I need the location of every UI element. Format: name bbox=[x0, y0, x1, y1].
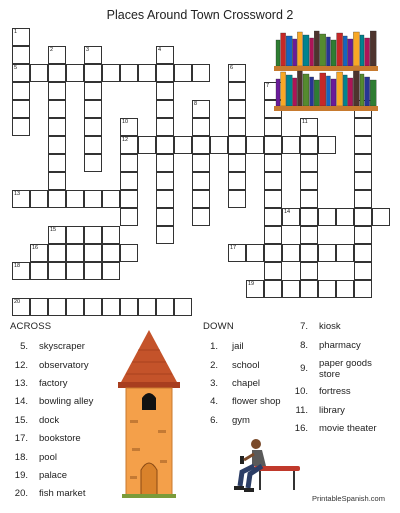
grid-clue-number: 8 bbox=[194, 101, 198, 107]
grid-cell[interactable] bbox=[48, 172, 66, 190]
book-spine bbox=[353, 71, 359, 106]
book-spine bbox=[286, 75, 292, 106]
grid-clue-number: 12 bbox=[122, 137, 129, 143]
grid-cell[interactable] bbox=[102, 298, 120, 316]
grid-cell[interactable] bbox=[318, 208, 336, 226]
grid-cell[interactable] bbox=[336, 208, 354, 226]
grid-cell[interactable] bbox=[48, 82, 66, 100]
grid-cell[interactable] bbox=[228, 190, 246, 208]
page-title: Places Around Town Crossword 2 bbox=[106, 8, 294, 22]
grid-cell[interactable] bbox=[12, 82, 30, 100]
down-heading: DOWN bbox=[203, 321, 234, 332]
grid-cell[interactable] bbox=[372, 208, 390, 226]
grid-cell[interactable] bbox=[66, 298, 84, 316]
book-spine bbox=[297, 71, 302, 106]
grid-cell[interactable] bbox=[174, 136, 192, 154]
grid-cell[interactable] bbox=[228, 136, 246, 154]
grid-clue-number: 7 bbox=[266, 83, 270, 89]
grid-clue-number: 17 bbox=[230, 245, 237, 251]
book-spine bbox=[281, 72, 286, 106]
book-spine bbox=[370, 31, 376, 66]
grid-cell[interactable] bbox=[84, 190, 102, 208]
grid-cell[interactable] bbox=[66, 244, 84, 262]
book-spine bbox=[337, 72, 343, 106]
grid-cell[interactable] bbox=[48, 64, 66, 82]
book-spine bbox=[353, 32, 359, 66]
grid-cell[interactable] bbox=[84, 298, 102, 316]
grid-cell[interactable] bbox=[282, 280, 300, 298]
grid-cell[interactable] bbox=[102, 64, 120, 82]
grid-cell[interactable] bbox=[30, 190, 48, 208]
grid-clue-number: 3 bbox=[86, 47, 90, 53]
grid-cell[interactable] bbox=[336, 244, 354, 262]
grid-cell[interactable] bbox=[354, 136, 372, 154]
grid-cell[interactable] bbox=[264, 208, 282, 226]
book-spine bbox=[303, 35, 309, 66]
grid-cell[interactable] bbox=[228, 172, 246, 190]
grid-cell[interactable] bbox=[354, 118, 372, 136]
grid-cell[interactable] bbox=[156, 82, 174, 100]
grid-cell[interactable] bbox=[228, 82, 246, 100]
grid-cell[interactable] bbox=[120, 154, 138, 172]
book-spine bbox=[343, 75, 347, 106]
grid-cell[interactable] bbox=[300, 244, 318, 262]
book-spine bbox=[303, 74, 309, 106]
book-spine bbox=[276, 40, 280, 66]
grid-cell[interactable] bbox=[192, 64, 210, 82]
grid-cell[interactable] bbox=[102, 226, 120, 244]
grid-cell[interactable] bbox=[318, 244, 336, 262]
grid-cell[interactable] bbox=[30, 262, 48, 280]
grid-cell[interactable] bbox=[66, 262, 84, 280]
grid-cell[interactable] bbox=[48, 118, 66, 136]
grid-cell[interactable] bbox=[156, 154, 174, 172]
grid-cell[interactable] bbox=[66, 64, 84, 82]
grid-cell[interactable] bbox=[300, 208, 318, 226]
grid-clue-number: 4 bbox=[158, 47, 162, 53]
grid-cell[interactable] bbox=[282, 244, 300, 262]
grid-cell[interactable] bbox=[138, 298, 156, 316]
grid-cell[interactable] bbox=[192, 208, 210, 226]
grid-cell[interactable] bbox=[84, 64, 102, 82]
grid-cell[interactable] bbox=[246, 136, 264, 154]
grid-cell[interactable] bbox=[48, 262, 66, 280]
grid-cell[interactable] bbox=[48, 100, 66, 118]
book-spine bbox=[310, 38, 314, 66]
grid-cell[interactable] bbox=[156, 136, 174, 154]
grid-cell[interactable] bbox=[318, 280, 336, 298]
grid-cell[interactable] bbox=[48, 190, 66, 208]
grid-cell[interactable] bbox=[48, 298, 66, 316]
grid-cell[interactable] bbox=[264, 262, 282, 280]
grid-cell[interactable] bbox=[120, 190, 138, 208]
grid-cell[interactable] bbox=[354, 262, 372, 280]
grid-cell[interactable] bbox=[48, 136, 66, 154]
grid-cell[interactable] bbox=[84, 82, 102, 100]
book-spine bbox=[337, 33, 343, 66]
grid-clue-number: 5 bbox=[14, 65, 18, 71]
grid-cell[interactable] bbox=[12, 100, 30, 118]
book-spine bbox=[276, 79, 280, 106]
book-spine bbox=[348, 39, 353, 66]
grid-cell[interactable] bbox=[48, 154, 66, 172]
book-spine bbox=[331, 40, 336, 66]
grid-cell[interactable] bbox=[84, 136, 102, 154]
grid-cell[interactable] bbox=[120, 172, 138, 190]
grid-cell[interactable] bbox=[156, 100, 174, 118]
book-spine bbox=[286, 36, 292, 66]
grid-cell[interactable] bbox=[354, 190, 372, 208]
grid-cell[interactable] bbox=[192, 154, 210, 172]
grid-cell[interactable] bbox=[264, 118, 282, 136]
grid-cell[interactable] bbox=[156, 172, 174, 190]
grid-clue-number: 15 bbox=[50, 227, 57, 233]
grid-cell[interactable] bbox=[12, 118, 30, 136]
grid-cell[interactable] bbox=[174, 298, 192, 316]
grid-cell[interactable] bbox=[264, 172, 282, 190]
grid-cell[interactable] bbox=[84, 262, 102, 280]
grid-clue-number: 18 bbox=[14, 263, 21, 269]
grid-cell[interactable] bbox=[354, 154, 372, 172]
grid-cell[interactable] bbox=[264, 226, 282, 244]
grid-cell[interactable] bbox=[84, 154, 102, 172]
grid-cell[interactable] bbox=[192, 172, 210, 190]
grid-cell[interactable] bbox=[156, 226, 174, 244]
grid-clue-number: 16 bbox=[32, 245, 39, 251]
grid-cell[interactable] bbox=[30, 298, 48, 316]
book-spine bbox=[281, 33, 286, 66]
grid-cell[interactable] bbox=[228, 154, 246, 172]
grid-cell[interactable] bbox=[48, 244, 66, 262]
grid-cell[interactable] bbox=[66, 190, 84, 208]
grid-cell[interactable] bbox=[102, 190, 120, 208]
book-spine bbox=[370, 80, 376, 106]
book-spine bbox=[326, 37, 330, 66]
bookshelf-image bbox=[272, 26, 380, 112]
grid-cell[interactable] bbox=[264, 136, 282, 154]
grid-cell[interactable] bbox=[156, 64, 174, 82]
grid-cell[interactable] bbox=[138, 64, 156, 82]
grid-cell[interactable] bbox=[30, 64, 48, 82]
grid-clue-number: 19 bbox=[248, 281, 255, 287]
grid-cell[interactable] bbox=[318, 136, 336, 154]
grid-cell[interactable] bbox=[300, 226, 318, 244]
grid-cell[interactable] bbox=[210, 136, 228, 154]
grid-cell[interactable] bbox=[102, 244, 120, 262]
book-spine bbox=[314, 80, 319, 106]
gym-bench-image bbox=[226, 438, 304, 494]
grid-cell[interactable] bbox=[228, 118, 246, 136]
book-spine bbox=[331, 79, 336, 106]
grid-cell[interactable] bbox=[300, 280, 318, 298]
grid-cell[interactable] bbox=[174, 64, 192, 82]
grid-cell[interactable] bbox=[264, 244, 282, 262]
book-spine bbox=[297, 32, 302, 66]
book-spine bbox=[314, 31, 319, 66]
grid-cell[interactable] bbox=[84, 118, 102, 136]
grid-cell[interactable] bbox=[156, 118, 174, 136]
grid-clue-number: 2 bbox=[50, 47, 54, 53]
grid-cell[interactable] bbox=[300, 262, 318, 280]
grid-cell[interactable] bbox=[354, 208, 372, 226]
grid-cell[interactable] bbox=[354, 244, 372, 262]
grid-cell[interactable] bbox=[282, 136, 300, 154]
grid-clue-number: 20 bbox=[14, 299, 21, 305]
grid-clue-number: 6 bbox=[230, 65, 234, 71]
grid-cell[interactable] bbox=[156, 298, 174, 316]
book-spine bbox=[320, 73, 326, 106]
grid-cell[interactable] bbox=[300, 154, 318, 172]
grid-cell[interactable] bbox=[120, 64, 138, 82]
grid-clue-number: 14 bbox=[284, 209, 291, 215]
book-spine bbox=[365, 77, 370, 106]
grid-cell[interactable] bbox=[228, 100, 246, 118]
grid-cell[interactable] bbox=[354, 172, 372, 190]
grid-cell[interactable] bbox=[354, 226, 372, 244]
book-spine bbox=[293, 39, 297, 66]
book-spine bbox=[365, 38, 370, 66]
grid-cell[interactable] bbox=[300, 136, 318, 154]
grid-cell[interactable] bbox=[264, 190, 282, 208]
book-spine bbox=[348, 78, 353, 106]
grid-cell[interactable] bbox=[120, 208, 138, 226]
footer-credit: PrintableSpanish.com bbox=[312, 494, 385, 503]
across-heading: ACROSS bbox=[10, 321, 52, 332]
grid-clue-number: 1 bbox=[14, 29, 18, 35]
grid-cell[interactable] bbox=[84, 100, 102, 118]
grid-cell[interactable] bbox=[192, 118, 210, 136]
grid-cell[interactable] bbox=[192, 136, 210, 154]
grid-cell[interactable] bbox=[264, 280, 282, 298]
grid-cell[interactable] bbox=[246, 244, 264, 262]
grid-cell[interactable] bbox=[120, 298, 138, 316]
grid-cell[interactable] bbox=[300, 172, 318, 190]
grid-cell[interactable] bbox=[264, 154, 282, 172]
grid-cell[interactable] bbox=[156, 208, 174, 226]
grid-cell[interactable] bbox=[12, 46, 30, 64]
grid-clue-number: 13 bbox=[14, 191, 21, 197]
grid-cell[interactable] bbox=[156, 190, 174, 208]
grid-clue-number: 10 bbox=[122, 119, 129, 125]
grid-cell[interactable] bbox=[138, 136, 156, 154]
book-spine bbox=[343, 36, 347, 66]
grid-cell[interactable] bbox=[336, 280, 354, 298]
grid-cell[interactable] bbox=[300, 190, 318, 208]
grid-cell[interactable] bbox=[84, 244, 102, 262]
book-spine bbox=[360, 35, 364, 66]
book-spine bbox=[310, 77, 314, 106]
grid-cell[interactable] bbox=[120, 244, 138, 262]
book-spine bbox=[320, 34, 326, 66]
book-spine bbox=[293, 78, 297, 106]
grid-cell[interactable] bbox=[192, 190, 210, 208]
book-spine bbox=[360, 74, 364, 106]
book-spine bbox=[326, 76, 330, 106]
tower-image bbox=[118, 330, 180, 500]
grid-cell[interactable] bbox=[354, 280, 372, 298]
grid-cell[interactable] bbox=[84, 226, 102, 244]
grid-cell[interactable] bbox=[66, 226, 84, 244]
grid-cell[interactable] bbox=[102, 262, 120, 280]
grid-clue-number: 11 bbox=[302, 119, 308, 125]
